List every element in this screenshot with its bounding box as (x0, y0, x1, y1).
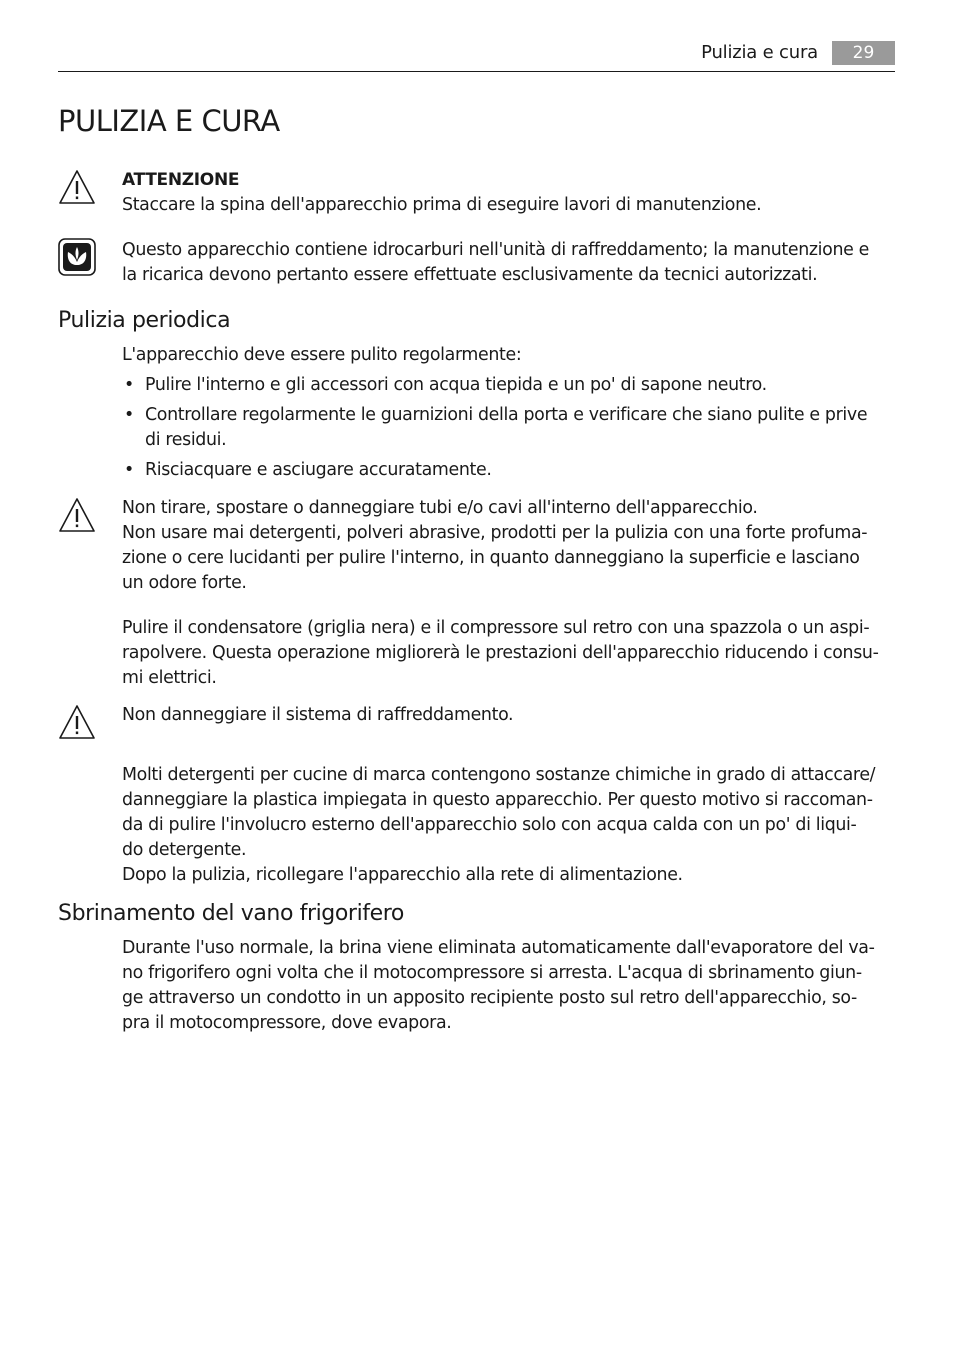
environment-leaf-icon (58, 238, 96, 276)
paragraph-line: Pulire il condensatore (griglia nera) e il compressore sul retro con una spazzola o un aspi- (122, 618, 870, 638)
bullet-marker: • (124, 375, 134, 395)
warning-line: zione o cere lucidanti per pulire l'interno, in quanto danneggiano la superficie e lasciano (122, 548, 860, 568)
section-heading-periodic-cleaning: Pulizia periodica (58, 308, 231, 333)
periodic-cleaning-block (122, 343, 897, 488)
page-number: 29 (832, 41, 895, 65)
page-header (58, 40, 895, 72)
warning-line: un odore forte. (122, 573, 247, 593)
paragraph-line: danneggiare la plastica impiegata in questo apparecchio. Per questo motivo si raccoman- (122, 790, 873, 810)
warning-triangle-icon (58, 703, 96, 741)
warning-attention-block (122, 168, 897, 218)
list-item (122, 373, 897, 398)
paragraph-line: Molti detergenti per cucine di marca contengono sostanze chimiche in grado di attaccare/ (122, 765, 876, 785)
paragraph-line: ge attraverso un condotto in un apposito recipiente posto sul retro dell'apparecchio, so- (122, 988, 857, 1008)
warning-line: Non usare mai detergenti, polveri abrasive, prodotti per la pulizia con una forte profuma- (122, 523, 868, 543)
warning-triangle-icon (58, 168, 96, 206)
condenser-paragraph (122, 616, 897, 691)
header-section-title: Pulizia e cura (701, 42, 818, 63)
warning-text: Staccare la spina dell'apparecchio prima di eseguire lavori di manutenzione. (122, 195, 762, 215)
bullet-marker: • (124, 460, 134, 480)
defrost-paragraph (122, 936, 897, 1036)
environment-line: la ricarica devono pertanto essere effettuate esclusivamente da tecnici autorizzati. (122, 265, 818, 285)
cleaning-bullet-list (122, 373, 897, 483)
warning-cooling-block (122, 703, 897, 728)
paragraph-line: no frigorifero ogni volta che il motocompressore si arresta. L'acqua di sbrinamento giun- (122, 963, 862, 983)
environment-line: Questo apparecchio contiene idrocarburi nell'unità di raffreddamento; la manutenzione e (122, 240, 869, 260)
warning-triangle-icon (58, 496, 96, 534)
section-heading-defrost: Sbrinamento del vano frigorifero (58, 901, 404, 926)
list-item (122, 403, 897, 453)
bullet-text: di residui. (145, 430, 227, 450)
detergent-paragraph (122, 763, 897, 888)
bullet-text: Risciacquare e asciugare accuratamente. (145, 460, 492, 480)
bullet-marker: • (124, 405, 134, 425)
paragraph-line: rapolvere. Questa operazione migliorerà le prestazioni dell'apparecchio riducendo i consu- (122, 643, 879, 663)
warning-heading: ATTENZIONE (122, 170, 240, 190)
paragraph-line: do detergente. (122, 840, 247, 860)
paragraph-line: da di pulire l'involucro esterno dell'apparecchio solo con acqua calda con un po' di liqui- (122, 815, 857, 835)
warning-text: Non danneggiare il sistema di raffreddamento. (122, 705, 514, 725)
environment-note (122, 238, 897, 288)
paragraph-line: mi elettrici. (122, 668, 217, 688)
page-title: PULIZIA E CURA (58, 104, 280, 138)
paragraph-line: pra il motocompressore, dove evapora. (122, 1013, 452, 1033)
bullet-text: Controllare regolarmente le guarnizioni della porta e verificare che siano pulite e prive (145, 405, 868, 425)
warning-line: Non tirare, spostare o danneggiare tubi e/o cavi all'interno dell'apparecchio. (122, 498, 758, 518)
paragraph-line: Durante l'uso normale, la brina viene eliminata automaticamente dall'evaporatore del va- (122, 938, 875, 958)
list-item (122, 458, 897, 483)
bullet-text: Pulire l'interno e gli accessori con acqua tiepida e un po' di sapone neutro. (145, 375, 767, 395)
periodic-intro: L'apparecchio deve essere pulito regolarmente: (122, 345, 522, 365)
warning-cleaning-block (122, 496, 897, 596)
paragraph-line: Dopo la pulizia, ricollegare l'apparecchio alla rete di alimentazione. (122, 865, 683, 885)
